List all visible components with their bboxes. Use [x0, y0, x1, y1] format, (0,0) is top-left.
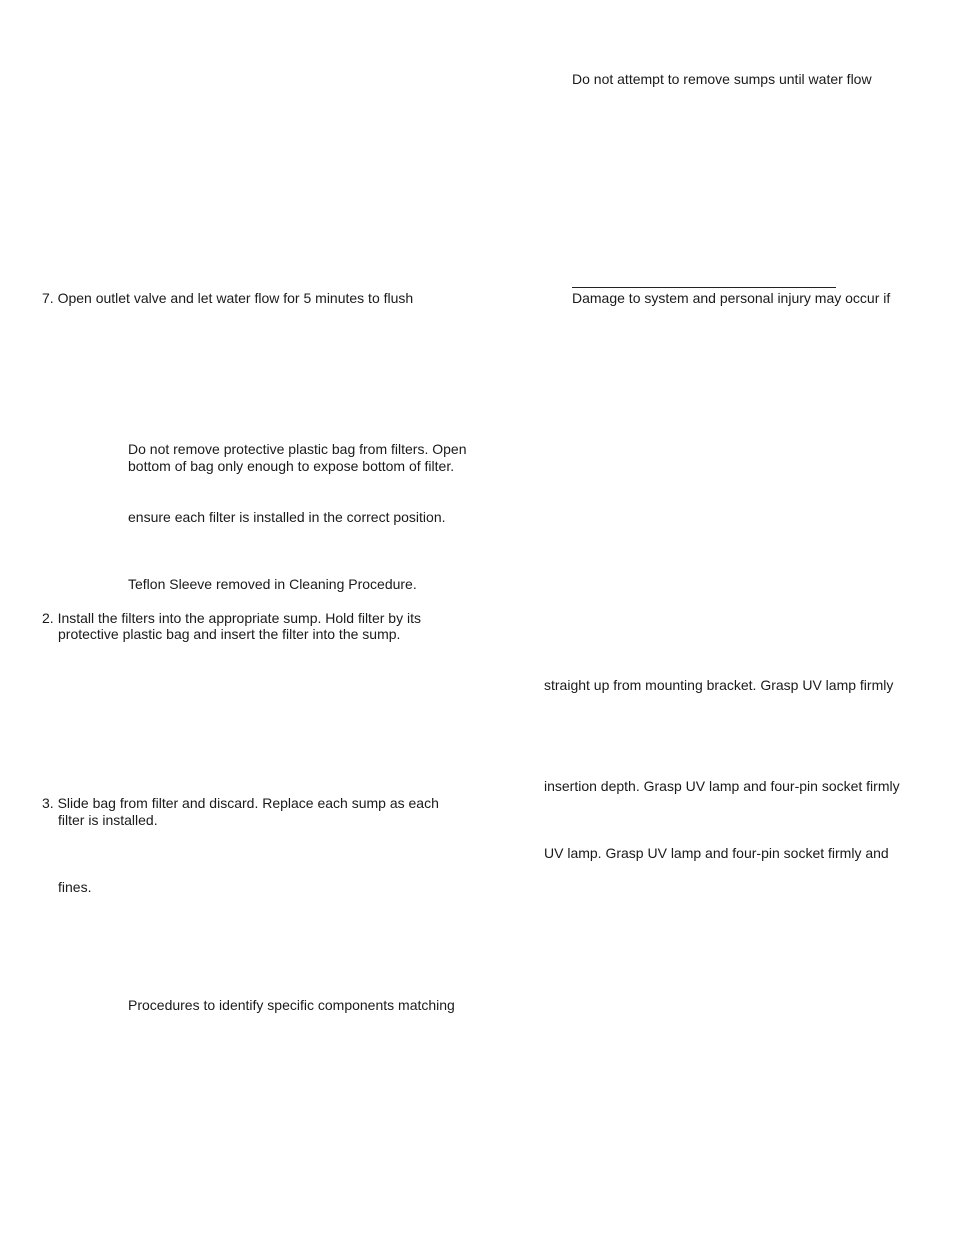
step-7-text: 7. Open outlet valve and let water flow for 5 minutes to flush [42, 290, 414, 306]
step-3-line-2: filter is installed. [58, 812, 158, 828]
bag-note-line-1: Do not remove protective plastic bag from filters. Open [128, 441, 467, 457]
step-2-line-2: protective plastic bag and insert the filter into the sump. [58, 626, 401, 642]
uv-lamp-instruction-line-2: insertion depth. Grasp UV lamp and four-pin socket firmly [544, 778, 900, 794]
filter-position-note: ensure each filter is installed in the correct position. [128, 509, 446, 525]
step-3-line-1: 3. Slide bag from filter and discard. Replace each sump as each [42, 795, 439, 811]
uv-lamp-instruction-line-3: UV lamp. Grasp UV lamp and four-pin socket firmly and [544, 845, 889, 861]
bag-note-line-2: bottom of bag only enough to expose bottom of filter. [128, 458, 455, 474]
uv-lamp-instruction-line-1: straight up from mounting bracket. Grasp UV lamp firmly [544, 677, 894, 693]
step-2-line-1: 2. Install the filters into the appropriate sump. Hold filter by its [42, 610, 421, 626]
sump-warning-text: Do not attempt to remove sumps until water flow [572, 71, 872, 87]
warning-divider [572, 287, 836, 288]
procedures-note: Procedures to identify specific components matching [128, 997, 455, 1013]
fines-text: fines. [58, 879, 92, 895]
teflon-sleeve-note: Teflon Sleeve removed in Cleaning Procedure. [128, 576, 417, 592]
damage-warning-text: Damage to system and personal injury may occur if [572, 290, 891, 306]
